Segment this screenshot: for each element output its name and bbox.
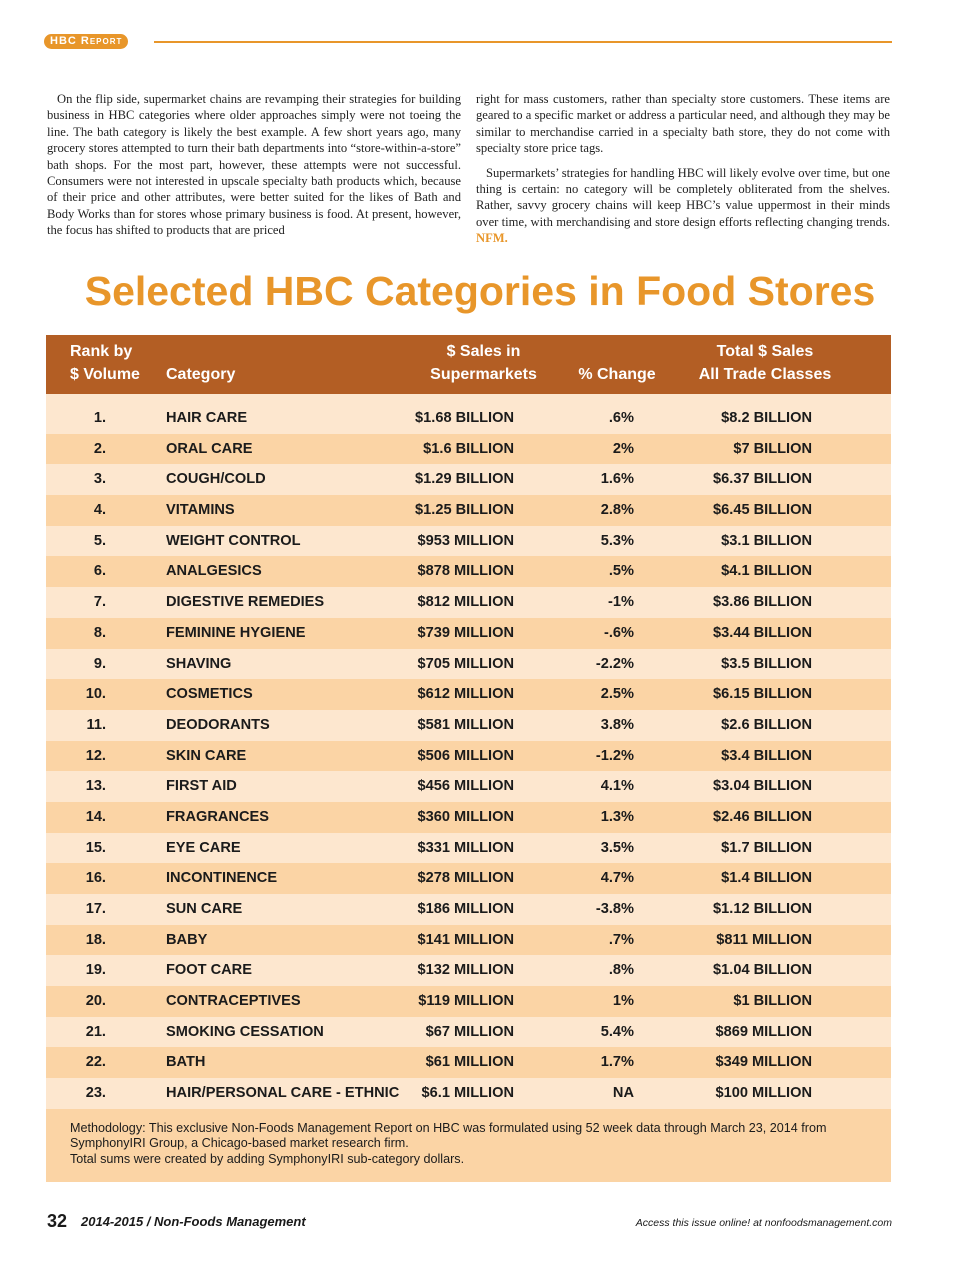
cell-sales: $132 MILLION [417,962,514,979]
cell-sales: $1.29 BILLION [415,471,514,488]
cell-category: FOOT CARE [166,962,252,979]
table-row [46,556,891,587]
cell-rank: 23. [85,1085,106,1102]
table-row [46,495,891,526]
cell-sales: $1.68 BILLION [415,410,514,426]
cell-change: 3.5% [600,839,634,856]
cell-change: -1% [608,594,634,611]
cell-total: $2.6 BILLION [721,716,812,733]
cell-category: EYE CARE [166,839,241,856]
cell-change: 2% [612,440,634,457]
table-row [46,833,891,864]
section-tag: HBC Report [44,34,128,49]
cell-rank: 3. [93,471,106,488]
cell-change: 1.7% [600,1054,634,1071]
cell-rank: 20. [85,993,106,1010]
header-sales [406,340,561,386]
publication-name: 2014-2015 / Non-Foods Management [81,1214,306,1229]
cell-change: .5% [608,563,634,580]
header-rank-line2: $ Volume [70,366,140,383]
cell-total: $3.04 BILLION [713,778,812,795]
article-paragraph: right for mass customers, rather than specialty store customers. These items are geared to a specific market or address a particular need, and although they may be similar to merchandise carried in a specialty bath store, they do not come with specialty store price tags. [476,92,890,156]
cell-total: $3.4 BILLION [721,747,812,764]
cell-category: SHAVING [166,655,232,672]
cell-rank: 11. [86,716,106,733]
header-rank [70,340,140,386]
table-row [46,1017,891,1048]
report-header [44,34,892,50]
table-row [46,649,891,680]
cell-rank: 2. [93,440,106,457]
cell-category: FIRST AID [166,778,237,795]
cell-sales: $812 MILLION [417,594,514,611]
table-row [46,741,891,772]
cell-change: 2.5% [600,686,634,703]
cell-total: $4.1 BILLION [721,563,812,580]
cell-rank: 5. [93,532,106,549]
cell-rank: 9. [93,655,106,672]
table-row [46,925,891,956]
cell-category: FEMININE HYGIENE [166,624,306,641]
cell-total: $3.1 BILLION [721,532,812,549]
cell-change: 2.8% [600,502,634,519]
table-row [46,618,891,649]
cell-category: DIGESTIVE REMEDIES [166,594,325,611]
table-row [46,1047,891,1078]
cell-total: $1.4 BILLION [721,870,812,887]
cell-change: NA [612,1085,634,1102]
cell-sales: $456 MILLION [417,778,514,795]
cell-sales: $141 MILLION [417,931,514,948]
cell-rank: 14. [85,808,106,825]
cell-sales: $953 MILLION [417,532,514,549]
cell-rank: 19. [85,962,106,979]
table-row [46,955,891,986]
methodology-text: Methodology: This exclusive Non-Foods Management Report on HBC was formulated using 52 week data through March 23, 2014 from SymphonyIRI Group, a Chicago-based market research firm. [70,1120,827,1151]
cell-category: DEODORANTS [166,716,270,733]
cell-change: 5.3% [600,532,634,549]
cell-category: FRAGRANCES [166,808,269,825]
cell-sales: $739 MILLION [417,624,514,641]
cell-change: 1.3% [600,808,634,825]
article-column-right [476,91,890,247]
table-body [46,403,891,1109]
page-footer [47,1211,892,1235]
article-column-left [47,91,461,239]
table-row [46,526,891,557]
cell-total: $1 BILLION [733,993,812,1010]
cell-sales: $331 MILLION [417,839,514,856]
table-spacer [46,394,891,403]
header-sales-line1: $ Sales in [446,343,521,360]
cell-category: BATH [166,1054,206,1071]
cell-category: SKIN CARE [166,747,247,764]
cell-change: 4.7% [600,870,634,887]
cell-rank: 17. [85,901,106,917]
header-total-line2: All Trade Classes [698,366,832,383]
table-row [46,710,891,741]
cell-category: ORAL CARE [166,440,253,457]
cell-total: $6.37 BILLION [713,471,812,488]
cell-change: -1.2% [595,747,634,764]
cell-category: ANALGESICS [166,563,262,580]
cell-change: .7% [608,931,634,948]
table-row [46,464,891,495]
table-row [46,434,891,465]
cell-sales: $1.6 BILLION [423,440,514,457]
table-row [46,1078,891,1109]
cell-change: -.6% [603,624,634,641]
cell-rank: 15. [85,839,106,856]
table-title: Selected HBC Categories in Food Stores [84,268,876,314]
cell-total: $1.12 BILLION [713,901,812,917]
cell-total: $6.45 BILLION [713,502,812,519]
cell-change: .6% [608,410,634,426]
nfm-signoff: NFM. [476,231,508,246]
cell-sales: $61 MILLION [425,1054,514,1071]
cell-sales: $67 MILLION [425,1023,514,1040]
header-sales-line2: Supermarkets [430,366,537,383]
cell-change: 1.6% [600,471,634,488]
cell-total: $1.7 BILLION [721,839,812,856]
cell-category: INCONTINENCE [166,870,278,887]
cell-total: $3.44 BILLION [713,624,812,641]
cell-total: $100 MILLION [715,1085,812,1102]
table-row [46,863,891,894]
hbc-table [46,335,891,1182]
cell-total: $3.5 BILLION [721,655,812,672]
header-rule [154,41,892,43]
cell-sales: $878 MILLION [417,563,514,580]
cell-rank: 7. [93,594,106,611]
methodology-note [46,1109,891,1182]
cell-rank: 13. [85,778,106,795]
table-row [46,986,891,1017]
cell-rank: 4. [93,502,106,519]
cell-total: $869 MILLION [715,1023,812,1040]
table-row [46,403,891,434]
cell-rank: 6. [93,563,106,580]
cell-change: 5.4% [600,1023,634,1040]
cell-rank: 21. [85,1023,106,1040]
cell-rank: 16. [85,870,106,887]
table-header [46,335,891,394]
cell-total: $1.04 BILLION [713,962,812,979]
cell-category: HAIR CARE [166,410,248,426]
header-total-line1: Total $ Sales [716,343,814,360]
cell-rank: 22. [85,1054,106,1071]
article-paragraph: On the flip side, supermarket chains are revamping their strategies for building business in HBC categories where older approaches simply were not toeing the line. The bath category is likely the best example. A few short years ago, many grocery stores attempted to turn their bath departments into “store-within-a-store” bath shops. For the most part, however, these attempts were not successful. Consumers were not interested in upscale specialty bath products which, because of their price and other attributes, were better suited for the likes of Bath and Body Works than for stores whose primary business is food. At present, however, the focus has shifted to products that are priced [47,92,461,238]
cell-sales: $119 MILLION [418,993,514,1010]
methodology-text-2: Total sums were created by adding SymphonyIRI sub-category dollars. [70,1152,465,1166]
cell-category: COSMETICS [166,686,253,703]
table-row [46,802,891,833]
cell-category: SMOKING CESSATION [166,1023,324,1040]
cell-sales: $705 MILLION [417,655,514,672]
cell-total: $3.86 BILLION [713,594,812,611]
cell-change: .8% [608,962,634,979]
cell-sales: $360 MILLION [417,808,514,825]
cell-total: $6.15 BILLION [713,686,812,703]
cell-category: VITAMINS [166,502,235,519]
cell-total: $349 MILLION [715,1054,812,1071]
cell-rank: 10. [85,686,106,703]
cell-sales: $506 MILLION [417,747,514,764]
cell-sales: $612 MILLION [417,686,514,703]
cell-total: $2.46 BILLION [713,808,812,825]
cell-change: 4.1% [600,778,634,795]
cell-rank: 12. [85,747,106,764]
cell-sales: $1.25 BILLION [415,502,514,519]
cell-category: BABY [166,931,208,948]
cell-category: CONTRACEPTIVES [166,993,301,1010]
header-total [686,340,844,386]
cell-category: HAIR/PERSONAL CARE - ETHNIC [166,1085,400,1102]
cell-change: 3.8% [600,716,634,733]
header-change: % Change [578,366,656,383]
cell-change: 1% [612,993,634,1010]
cell-sales: $6.1 MILLION [421,1085,514,1102]
cell-rank: 1. [93,410,106,426]
cell-change: -3.8% [595,901,634,917]
article-text: Supermarkets’ strategies for handling HBC will likely evolve over time, but one thing is certain: no category will be completely obliterated from the shelves. Rather, savvy grocery chains will keep HBC’s value uppermost in their minds over time, with merchandising and store design efforts reflecting changing trends. [476,165,890,229]
cell-total: $8.2 BILLION [721,410,812,426]
cell-total: $7 BILLION [733,440,812,457]
article-paragraph-last [476,165,890,247]
table-row [46,771,891,802]
cell-sales: $278 MILLION [417,870,514,887]
cell-rank: 8. [93,624,106,641]
page-number: 32 [47,1211,68,1231]
table-row [46,587,891,618]
header-category: Category [166,366,236,383]
header-rank-line1: Rank by [70,343,133,360]
cell-category: WEIGHT CONTROL [166,532,301,549]
cell-total: $811 MILLION [716,931,812,948]
cell-sales: $186 MILLION [417,901,514,917]
cell-sales: $581 MILLION [417,716,514,733]
cell-rank: 18. [85,931,106,948]
table-row [46,679,891,710]
cell-change: -2.2% [595,655,634,672]
access-link-text: Access this issue online! at nonfoodsmanagement.com [635,1217,892,1229]
cell-category: COUGH/COLD [166,471,266,488]
table-row [46,894,891,925]
cell-category: SUN CARE [166,901,243,917]
